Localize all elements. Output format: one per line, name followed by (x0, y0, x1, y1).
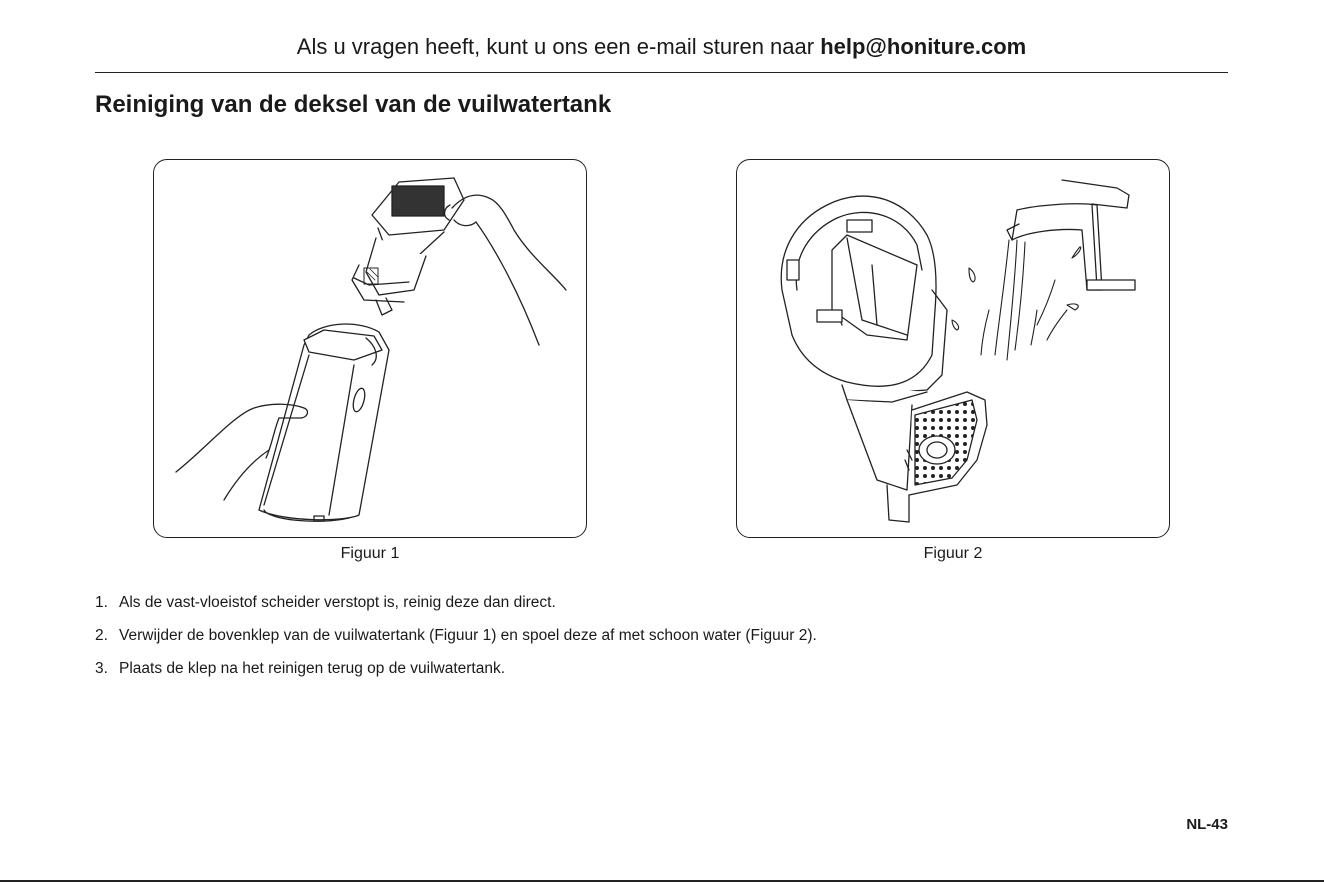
page-header (95, 30, 1228, 73)
step-text: Verwijder de bovenklep van de vuilwatertank (Figuur 1) en spoel deze af met schoon water (Figuur 2). (119, 627, 817, 644)
tank-base-drawing (847, 392, 987, 522)
support-email[interactable]: help@honiture.com (820, 34, 1027, 59)
upper-hand-drawing (445, 195, 566, 345)
water-stream-drawing (952, 240, 1081, 360)
figure-1-illustration (153, 159, 587, 538)
instruction-steps (95, 592, 817, 691)
step-item (95, 592, 817, 614)
bottom-divider (0, 880, 1324, 882)
figure-2-caption: Figuur 2 (923, 545, 983, 562)
header-text: Als u vragen heeft, kunt u ons een e-mail sturen naar (296, 34, 821, 59)
tank-lid-drawing (352, 178, 464, 315)
dirty-water-tank-drawing (259, 324, 389, 521)
step-number: 2. (95, 627, 108, 644)
step-item (95, 625, 817, 647)
section-title: Reiniging van de deksel van de vuilwatertank (95, 91, 612, 118)
step-text: Plaats de klep na het reinigen terug op de vuilwatertank. (119, 660, 506, 677)
step-text: Als de vast-vloeistof scheider verstopt is, reinig deze dan direct. (119, 594, 556, 611)
faucet-drawing (1007, 180, 1135, 290)
page-number: NL-43 (1186, 816, 1228, 833)
step-number: 1. (95, 594, 108, 611)
tank-lid-drawing (781, 196, 947, 402)
step-number: 3. (95, 660, 108, 677)
figure-1-caption: Figuur 1 (340, 545, 400, 562)
figure-2-illustration (736, 159, 1170, 538)
step-item (95, 658, 817, 680)
